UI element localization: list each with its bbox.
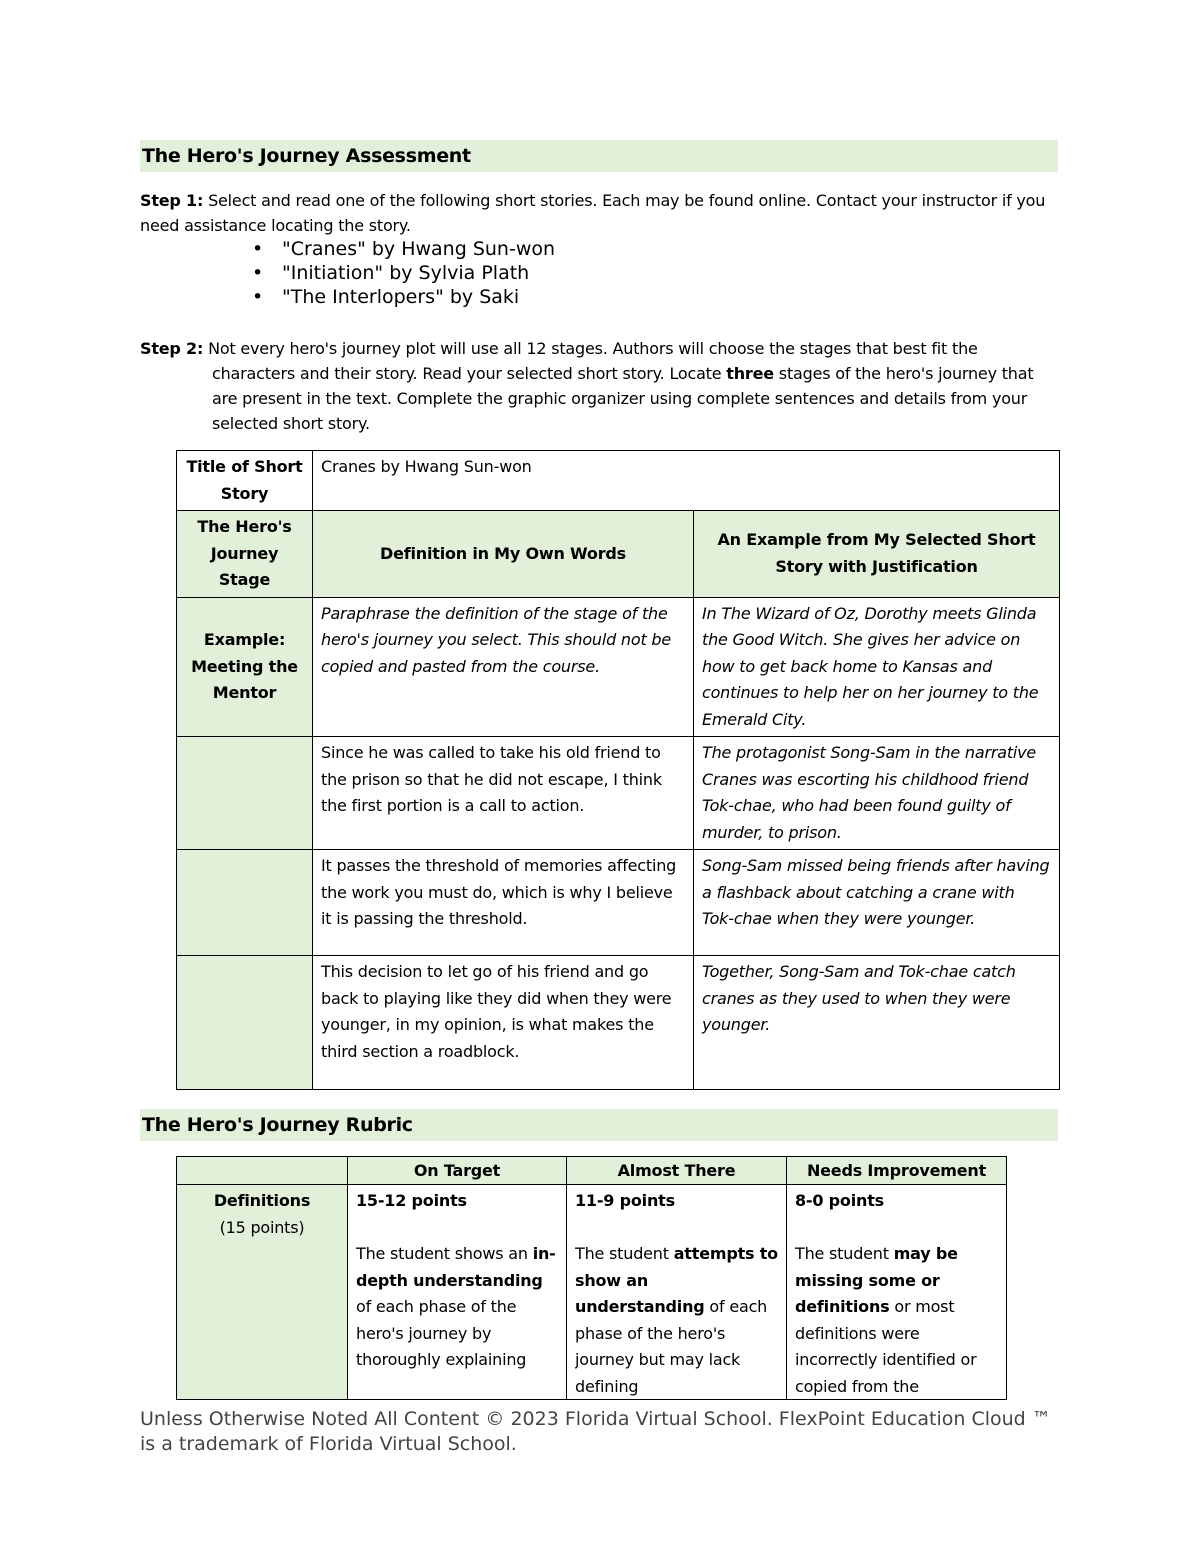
example-cell[interactable]: [694, 737, 1060, 850]
example-cell[interactable]: [694, 956, 1060, 1090]
table-row: [177, 737, 1060, 850]
points-label: 8-0 points: [795, 1191, 884, 1210]
col-header-example: An Example from My Selected Short Story with Justification: [694, 511, 1060, 598]
rubric-text: or most definitions were incorrectly identified or copied from the: [795, 1297, 977, 1396]
story-list: [252, 237, 555, 309]
definition-cell[interactable]: This decision to let go of his friend and go back to playing like they did when they were younger, in my opinion, is what makes the third section a roadblock.: [313, 956, 694, 1090]
stage-cell[interactable]: [177, 737, 313, 850]
step-1-instructions: [140, 188, 1058, 238]
rubric-on-target-cell: [348, 1185, 567, 1400]
rubric-bold-text: attempts to show an understanding: [575, 1244, 778, 1316]
points-label: 15-12 points: [356, 1191, 467, 1210]
rubric-almost-there-cell: [567, 1185, 787, 1400]
rubric-header-almost-there: Almost There: [567, 1157, 787, 1185]
rubric-text: of each phase of the hero's journey but may lack defining: [575, 1297, 768, 1396]
rubric-header-needs-improvement: Needs Improvement: [787, 1157, 1007, 1185]
criterion-points: (15 points): [219, 1217, 305, 1237]
list-item: • "The Interlopers" by Saki: [252, 285, 555, 309]
points-label: 11-9 points: [575, 1191, 675, 1210]
example-cell[interactable]: [694, 850, 1060, 956]
assessment-heading: The Hero's Journey Assessment: [140, 140, 1058, 172]
rubric-table: [176, 1156, 1007, 1400]
step-2-text: characters and their story. Read your selected short story. Locate: [212, 364, 727, 383]
step-2-bold-word: three: [726, 364, 774, 383]
example-example-text: In The Wizard of Oz, Dorothy meets Glinda the Good Witch. She gives her advice on how to get back home to Kansas and continues to help her on her journey to the Emerald City.: [702, 603, 1039, 729]
rubric-bold-text: in-depth understanding: [356, 1244, 556, 1290]
rubric-bold-text: may be missing some or definitions: [795, 1244, 958, 1316]
rubric-header-blank: [177, 1157, 348, 1185]
title-label-cell: Title of Short Story: [177, 451, 313, 511]
col-header-definition: Definition in My Own Words: [313, 511, 694, 598]
example-definition-cell: [313, 597, 694, 737]
example-text: The protagonist Song-Sam in the narrative Cranes was escorting his childhood friend Tok-chae, who had been found guilty of murder, to prison.: [702, 743, 1037, 842]
step-1-label: Step 1:: [140, 191, 204, 210]
col-header-stage: The Hero's Journey Stage: [177, 511, 313, 598]
rubric-criterion-cell: [177, 1185, 348, 1400]
table-row: [177, 850, 1060, 956]
list-item: • "Cranes" by Hwang Sun-won: [252, 237, 555, 261]
example-text: Song-Sam missed being friends after having a flashback about catching a crane with Tok-chae when they were younger.: [702, 856, 1050, 928]
step-2-text: stages of the hero's journey that are present in the text. Complete the graphic organizer using complete sentences and details from your selected short story.: [212, 364, 1034, 433]
rubric-needs-improvement-cell: [787, 1185, 1007, 1400]
example-stage-cell: Example: Meeting the Mentor: [177, 597, 313, 737]
example-definition-text: Paraphrase the definition of the stage of the hero's journey you select. This should not be copied and pasted from the course.: [321, 603, 672, 676]
rubric-heading: The Hero's Journey Rubric: [140, 1109, 1058, 1141]
rubric-text: The student shows an: [356, 1244, 533, 1263]
step-2-label: Step 2:: [140, 339, 204, 358]
copyright-footer: Unless Otherwise Noted All Content © 2023 Florida Virtual School. FlexPoint Education Cloud ™ is a trademark of Florida Virtual School.: [140, 1408, 1051, 1455]
stage-cell[interactable]: [177, 850, 313, 956]
step-2-instructions: [140, 336, 1058, 436]
step-2-text: Not every hero's journey plot will use all 12 stages. Authors will choose the stages that best fit the: [203, 339, 978, 358]
rubric-text: of each phase of the hero's journey by thoroughly explaining: [356, 1297, 527, 1369]
list-item: • "Initiation" by Sylvia Plath: [252, 261, 555, 285]
definition-cell[interactable]: It passes the threshold of memories affecting the work you must do, which is why I believe it is passing the threshold.: [313, 850, 694, 956]
step-1-text: Select and read one of the following short stories. Each may be found online. Contact your instructor if you need assistance locating the story.: [140, 191, 1046, 235]
criterion-name: Definitions: [213, 1191, 311, 1210]
definition-cell[interactable]: Since he was called to take his old friend to the prison so that he did not escape, I think the first portion is a call to action.: [313, 737, 694, 850]
stage-cell[interactable]: [177, 956, 313, 1090]
example-example-cell: [694, 597, 1060, 737]
title-value-cell[interactable]: Cranes by Hwang Sun-won: [313, 451, 1060, 511]
example-text: Together, Song-Sam and Tok-chae catch cranes as they used to when they were younger.: [702, 962, 1016, 1034]
rubric-header-on-target: On Target: [348, 1157, 567, 1185]
table-row: [177, 956, 1060, 1090]
rubric-text: The student: [575, 1244, 674, 1263]
graphic-organizer-table: [176, 450, 1060, 1090]
rubric-text: The student: [795, 1244, 894, 1263]
